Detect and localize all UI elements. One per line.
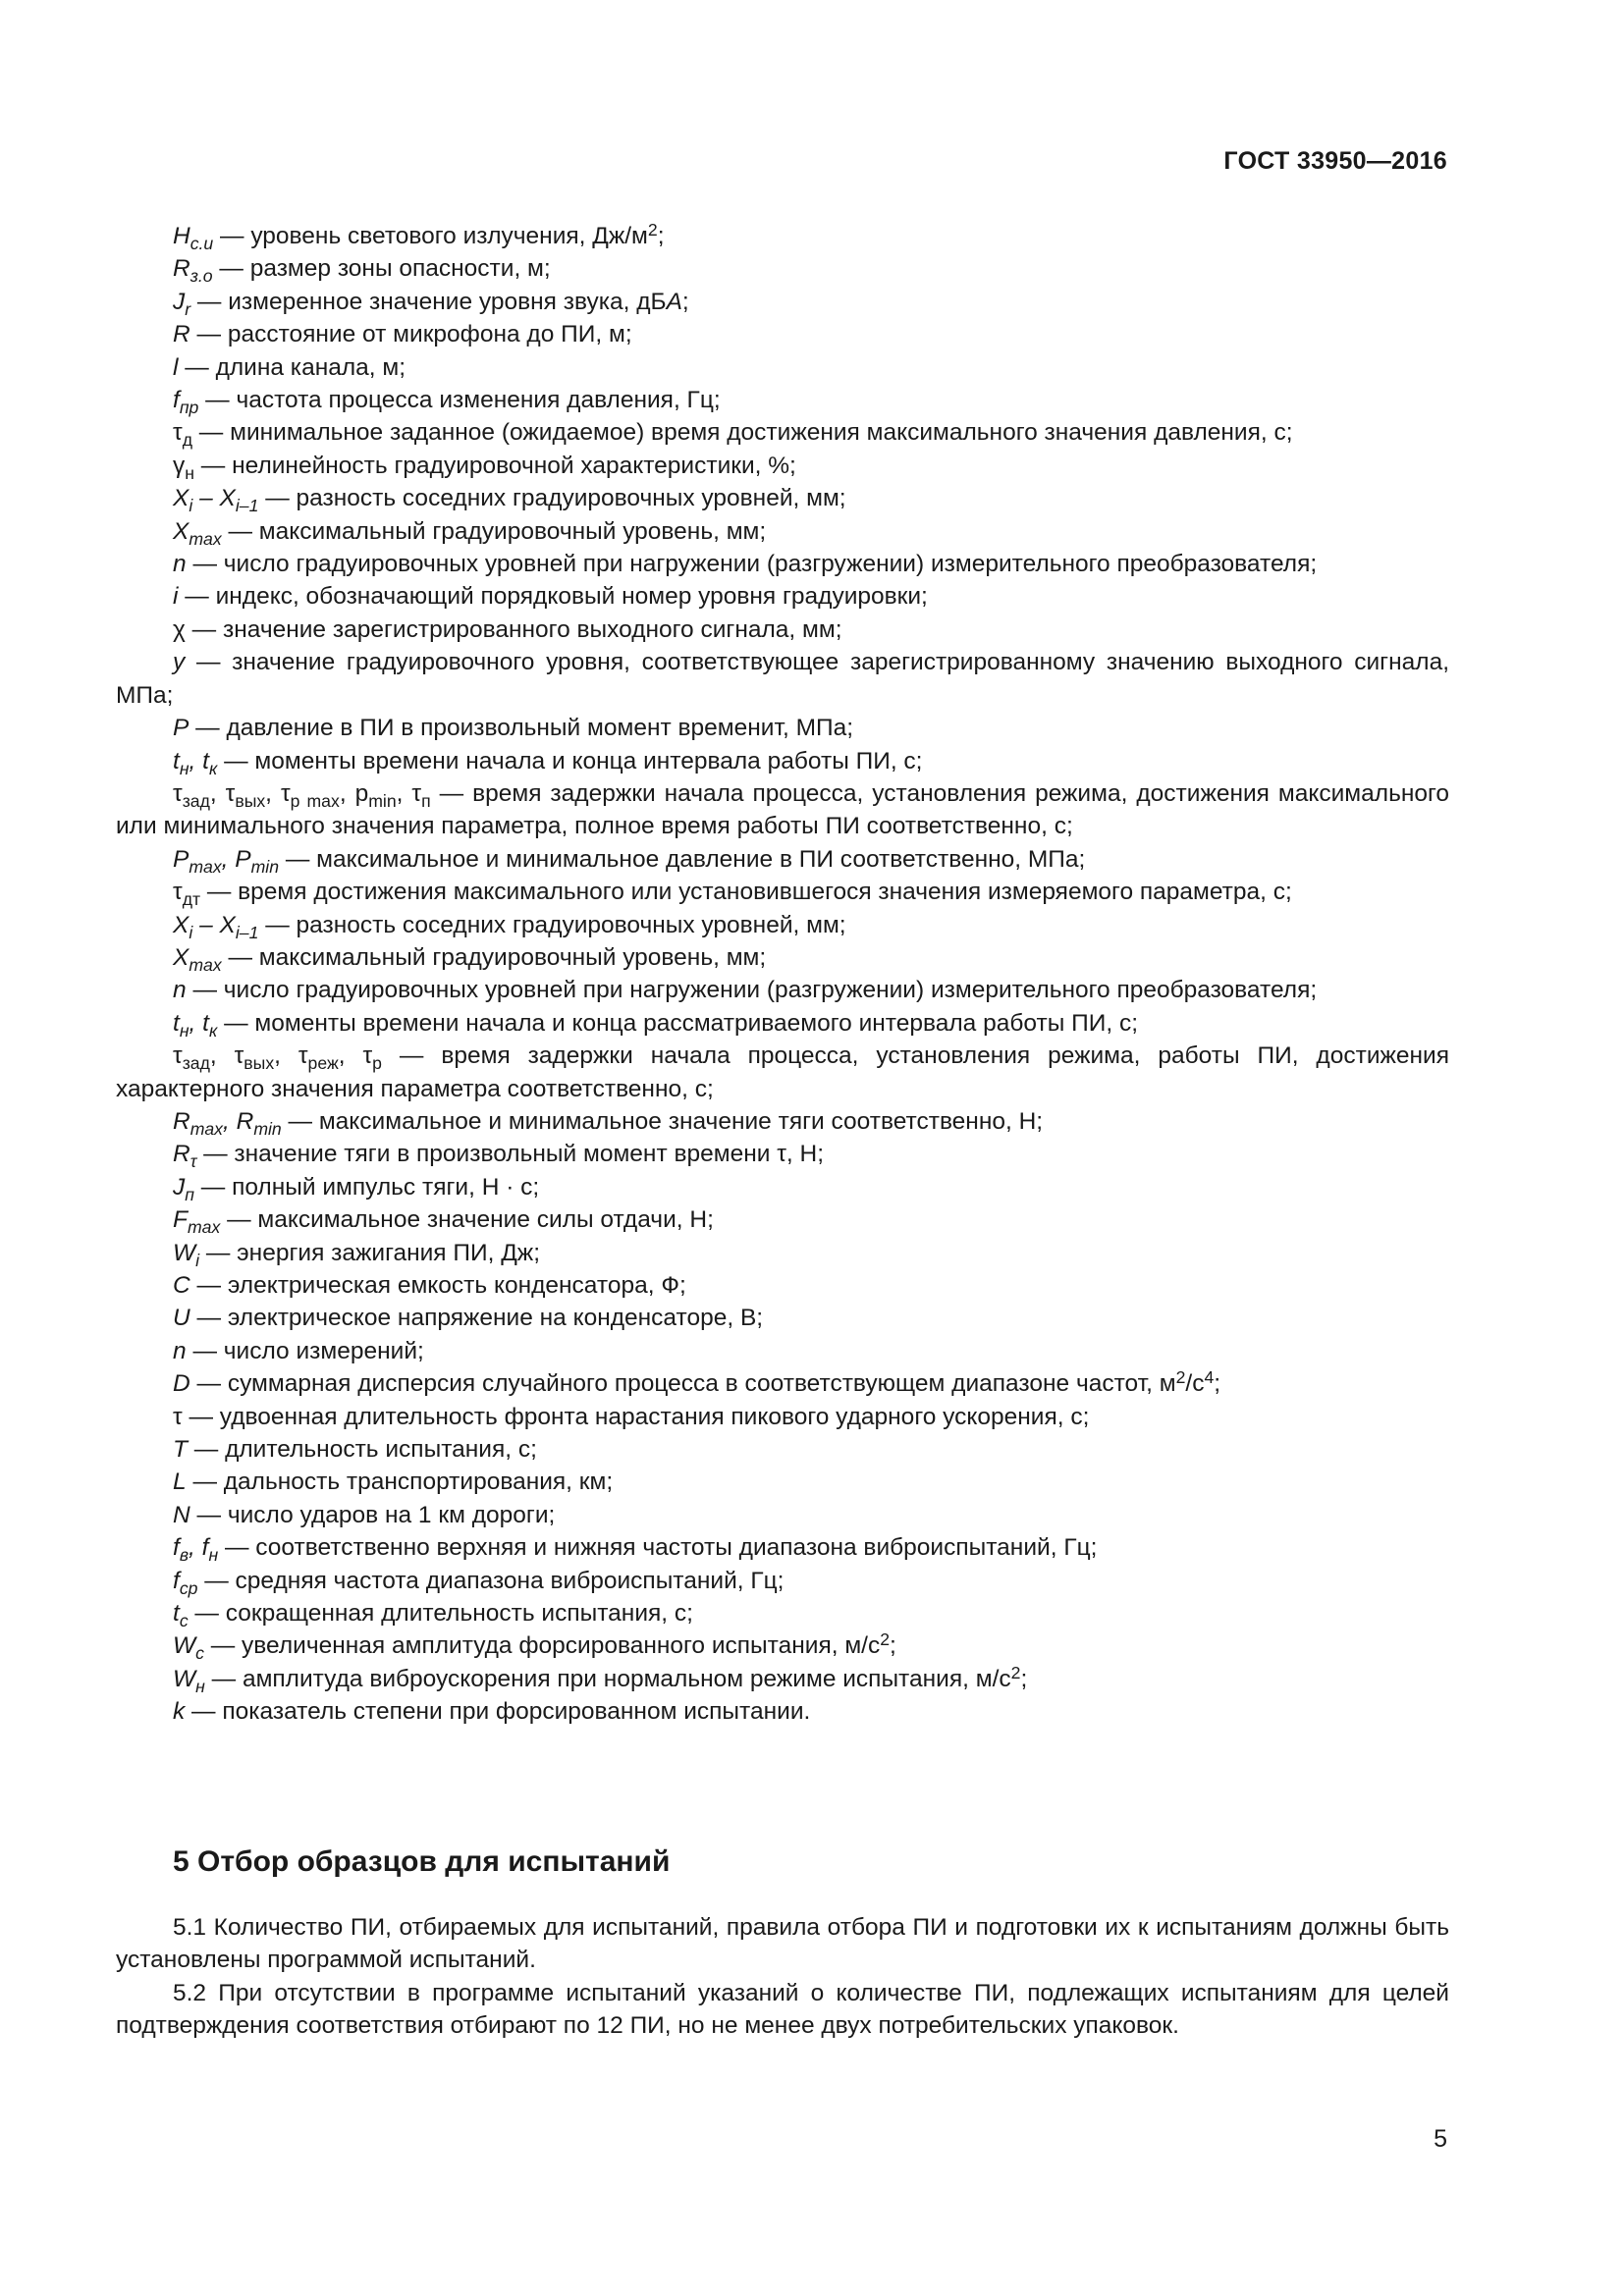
definition-text: — размер зоны опасности, м;	[212, 255, 551, 283]
definition-symbol: n	[173, 1337, 187, 1364]
definition-symbol: N	[173, 1501, 190, 1528]
definition-item	[116, 416, 1449, 449]
definition-item	[116, 1302, 1449, 1334]
definition-symbol: y	[173, 649, 186, 676]
definition-text: — максимальное и минимальное значение тяги соответственно, Н;	[281, 1107, 1044, 1135]
definition-symbol: i	[173, 583, 179, 611]
definition-item	[116, 614, 1449, 646]
definition-item	[116, 1597, 1449, 1629]
definition-symbol: $f_{ср}$	[173, 1567, 198, 1598]
definition-text: — сокращенная длительность испытания, с;	[188, 1600, 693, 1628]
definition-symbol: $f_в$, $f_н$	[173, 1534, 219, 1566]
definition-item	[116, 318, 1449, 350]
definition-text: — дальность транспортирования, км;	[186, 1468, 614, 1496]
definition-symbol: L	[173, 1468, 187, 1496]
document-id: ГОСТ 33950—2016	[1223, 147, 1447, 175]
definition-item	[116, 1040, 1449, 1105]
definition-item	[116, 1367, 1449, 1400]
definition-item	[116, 1565, 1449, 1597]
definition-item	[116, 646, 1449, 712]
definition-item	[116, 974, 1449, 1006]
definition-symbol: $R_{з.о}$	[173, 255, 213, 287]
definition-text: — энергия зажигания ПИ, Дж;	[199, 1239, 541, 1266]
definition-text: — суммарная дисперсия случайного процесса в соответствующем диапазоне частот, $м^2/с^4$;	[189, 1367, 1221, 1398]
definition-symbol: $R_\tau$	[173, 1141, 197, 1172]
definition-text: — максимальный градуировочный уровень, мм;	[221, 517, 767, 545]
definition-item	[116, 1499, 1449, 1531]
definition-text: — максимальное значение силы отдачи, Н;	[220, 1206, 714, 1234]
definition-item	[116, 1171, 1449, 1203]
definition-text: — частота процесса изменения давления, Гц;	[198, 387, 721, 414]
definition-symbol: $H_{с.и}$	[173, 223, 214, 254]
definition-item	[116, 548, 1449, 580]
section-title: 5 Отбор образцов для испытаний	[173, 1845, 671, 1878]
definition-symbol: $X_i - X_{i-1}$	[173, 911, 259, 942]
definition-item	[116, 351, 1449, 384]
definition-text: — значение градуировочного уровня, соответствующее зарегистрированному значению выходного сигнала, МПа;	[116, 649, 1449, 709]
definition-symbol: U	[173, 1305, 190, 1332]
definition-symbol: D	[173, 1370, 190, 1398]
definition-item	[116, 286, 1449, 318]
definition-item	[116, 1695, 1449, 1728]
definition-symbol: n	[173, 551, 187, 578]
definition-text: — разность соседних градуировочных уровней, мм;	[258, 485, 846, 512]
definition-text: — средняя частота диапазона виброиспытаний, Гц;	[197, 1567, 785, 1594]
definition-item	[116, 1203, 1449, 1236]
definition-item	[116, 482, 1449, 514]
definition-item	[116, 941, 1449, 974]
definition-symbol: $t_с$	[173, 1600, 189, 1631]
definition-symbol: $R_{max}$, $R_{min}$	[173, 1107, 282, 1140]
definition-item	[116, 1663, 1449, 1695]
definition-symbol: $f_{пр}$	[173, 387, 199, 418]
definition-symbol: $t_н$, $t_к$	[173, 1009, 218, 1041]
definition-item	[116, 450, 1449, 482]
definition-text: — давление в ПИ в произвольный момент временит, МПа;	[189, 715, 854, 742]
definition-item	[116, 1401, 1449, 1433]
definition-symbol: $X_i - X_{i-1}$	[173, 485, 259, 516]
definition-text: — полный импульс тяги, Н · с;	[193, 1173, 540, 1201]
symbol-definitions-list	[116, 220, 1449, 1729]
definition-item	[116, 745, 1449, 777]
definition-item	[116, 1237, 1449, 1269]
definition-text: — уровень светового излучения, $Дж/м^2$;	[213, 220, 665, 249]
definition-item	[116, 1138, 1449, 1170]
definition-item	[116, 384, 1449, 416]
definition-text: — индекс, обозначающий порядковый номер уровня градуировки;	[178, 583, 928, 611]
paragraph-5-1: 5.1 Количество ПИ, отбираемых для испытаний, правила отбора ПИ и подготовки их к испытаниям должны быть установлены программой испытаний.	[116, 1914, 1449, 1974]
definition-text: — показатель степени при форсированном испытании.	[185, 1698, 811, 1726]
definition-symbol: C	[173, 1272, 190, 1299]
definition-text: — соответственно верхняя и нижняя частоты диапазона виброиспытаний, Гц;	[218, 1534, 1098, 1562]
definition-symbol: $P_{max}$, $P_{min}$	[173, 845, 280, 877]
definition-text: — моменты времени начала и конца рассматриваемого интервала работы ПИ, с;	[217, 1009, 1139, 1037]
definition-text: — длина канала, м;	[178, 353, 406, 381]
definition-text: — измеренное значение уровня звука, дБA;	[190, 288, 689, 315]
definition-text: — электрическая емкость конденсатора, Ф;	[189, 1272, 686, 1299]
definition-item	[116, 1629, 1449, 1662]
definition-text: $\tau_{зад}$, $\tau_{вых}$, $\tau_{реж}$, $\tau_р$ — время задержки начала процесса, установления режима, работы ПИ, достижения характерного значения параметра соответственно, с;	[116, 1042, 1450, 1102]
definition-symbol: n	[173, 977, 187, 1004]
definition-symbol: $W_i$	[173, 1239, 200, 1270]
definition-text: $\gamma_н$ — нелинейность градуировочной характеристики, %;	[173, 452, 796, 484]
definition-text: — число градуировочных уровней при нагружении (разгружении) измерительного преобразователя;	[186, 977, 1318, 1004]
definition-text: $\tau_д$ — минимальное заданное (ожидаемое) время достижения максимального значения давления, с;	[173, 419, 1293, 451]
definition-symbol: R	[173, 321, 190, 348]
definition-text: — расстояние от микрофона до ПИ, м;	[189, 321, 632, 348]
definition-symbol: $t_н$, $t_к$	[173, 747, 218, 778]
definition-symbol: $J_r$	[173, 288, 191, 319]
definition-symbol: $X_{max}$	[173, 943, 222, 976]
definition-symbol: P	[173, 715, 189, 742]
definition-symbol: T	[173, 1436, 188, 1464]
definition-text: — электрическое напряжение на конденсаторе, В;	[189, 1305, 764, 1332]
definition-text: — значение тяги в произвольный момент времени τ, Н;	[196, 1141, 825, 1168]
definition-text: — разность соседних градуировочных уровней, мм;	[258, 911, 846, 938]
definition-item	[116, 777, 1449, 843]
definition-text: $\tau_{дт}$ — время достижения максимального или установившегося значения измеряемого параметра, с;	[173, 879, 1292, 910]
definition-item	[116, 1335, 1449, 1367]
definition-text: — число измерений;	[186, 1337, 424, 1364]
definition-item	[116, 220, 1449, 252]
definition-item	[116, 580, 1449, 613]
definition-symbol: k	[173, 1698, 186, 1726]
definition-item	[116, 252, 1449, 285]
definition-text: — максимальный градуировочный уровень, мм;	[221, 943, 767, 971]
definition-item	[116, 876, 1449, 908]
definition-text: $\tau_{зад}$, $\tau_{вых}$, $\tau_{p max}$, $p_{min}$, $\tau_п$ — время задержки начала процесса, установления режима, достижения максимального или минимального значения параметра, полное время работы ПИ соответственно, с;	[116, 779, 1450, 840]
definition-text: — максимальное и минимальное давление в ПИ соответственно, МПа;	[279, 845, 1086, 873]
definition-text: — число ударов на 1 км дороги;	[189, 1501, 556, 1528]
definition-item	[116, 1007, 1449, 1040]
definition-symbol: $J_п$	[173, 1173, 194, 1204]
definition-text: — моменты времени начала и конца интервала работы ПИ, с;	[217, 747, 923, 774]
definition-item	[116, 909, 1449, 941]
definition-text: — амплитуда виброускорения при нормальном режиме испытания, $м/с^2$;	[204, 1662, 1028, 1692]
definition-item	[116, 1105, 1449, 1138]
definition-symbol: $W_с$	[173, 1632, 204, 1664]
definition-symbol: $F_{max}$	[173, 1206, 221, 1238]
page-number: 5	[1434, 2125, 1447, 2153]
definition-item	[116, 843, 1449, 876]
definition-item	[116, 1269, 1449, 1302]
paragraph-5-2: 5.2 При отсутствии в программе испытаний указаний о количестве ПИ, подлежащих испытаниям для целей подтверждения соответствия отбирают по 12 ПИ, но не менее двух потребительских упаковок.	[116, 1979, 1449, 2040]
definition-text: τ — удвоенная длительность фронта нарастания пикового ударного ускорения, с;	[173, 1403, 1090, 1430]
definition-item	[116, 1466, 1449, 1498]
definition-symbol: l	[173, 353, 179, 381]
definition-item	[116, 712, 1449, 744]
definition-symbol: $W_н$	[173, 1665, 205, 1697]
definition-text: χ — значение зарегистрированного выходного сигнала, мм;	[173, 615, 842, 643]
definition-item	[116, 1433, 1449, 1466]
section-body	[116, 1911, 1449, 2043]
definition-text: — увеличенная амплитуда форсированного испытания, $м/с^2$;	[203, 1629, 896, 1660]
definition-text: — число градуировочных уровней при нагружении (разгружении) измерительного преобразователя;	[186, 551, 1318, 578]
definition-item	[116, 1531, 1449, 1564]
definition-symbol: $X_{max}$	[173, 517, 222, 549]
definition-item	[116, 515, 1449, 548]
definition-text: — длительность испытания, с;	[187, 1436, 537, 1464]
